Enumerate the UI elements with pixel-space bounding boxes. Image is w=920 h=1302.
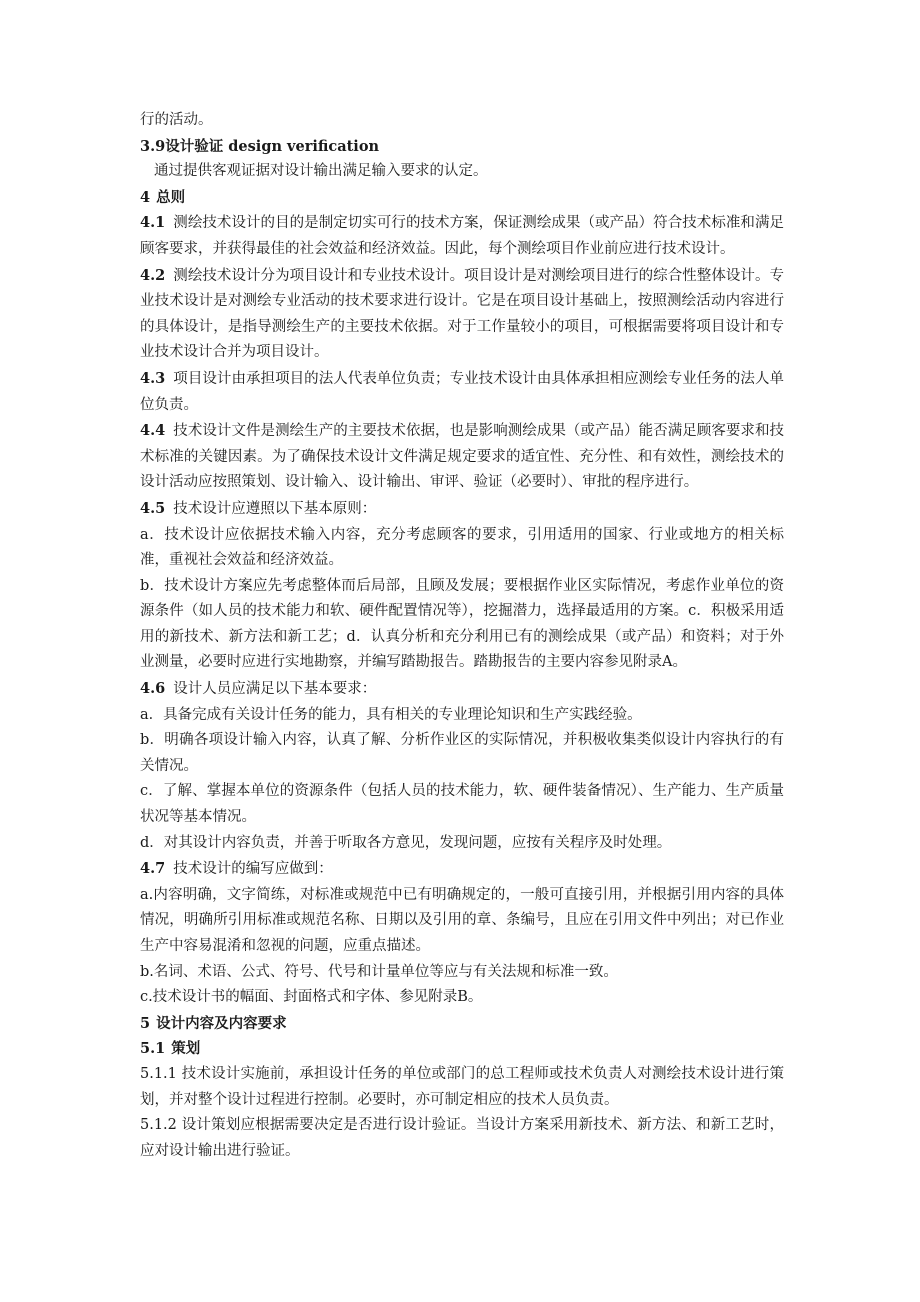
list-item: c.技术设计书的幅面、封面格式和字体、参见附录B。 (140, 989, 483, 1006)
document-page (140, 108, 784, 1164)
section-heading-5-1: 5.1 策划 (140, 1040, 201, 1058)
section-heading-4: 4 总则 (140, 188, 186, 206)
clause-4-5: 4.5 技术设计应遵照以下基本原则： (140, 499, 377, 517)
clause-4-1: 4.1 测绘技术设计的目的是制定切实可行的技术方案，保证测绘成果（或产品）符合技术标准和满足顾客要求，并获得最佳的社会效益和经济效益。因此，每个测绘项目作业前应进行技术设计。 (140, 214, 784, 257)
list-item: a．具备完成有关设计任务的能力，具有相关的专业理论知识和生产实践经验。 (140, 706, 642, 723)
clause-4-4: 4.4 技术设计文件是测绘生产的主要技术依据，也是影响测绘成果（或产品）能否满足顾客要求和技术标准的关键因素。为了确保技术设计文件满足规定要求的适宜性、充分性、和有效性，测绘技术的设计活动应按照策划、设计输入、设计输出、审评、验证（必要时）、审批的程序进行。 (140, 422, 784, 491)
section-heading-5: 5 设计内容及内容要求 (140, 1014, 287, 1032)
list-item: d．对其设计内容负责，并善于听取各方意见，发现问题，应按有关程序及时处理。 (140, 834, 672, 851)
list-item: b．技术设计方案应先考虑整体而后局部，且顾及发展；要根据作业区实际情况，考虑作业单位的资源条件（如人员的技术能力和软、硬件配置情况等），挖掘潜力，选择最适用的方案。c．积极采用适用的新技术、新方法和新工艺；d．认真分析和充分利用已有的测绘成果（或产品）和资料；对于外业测量，必要时应进行实地勘察，并编写踏勘报告。踏勘报告的主要内容参见附录A。 (140, 577, 784, 671)
list-item: b.名词、术语、公式、符号、代号和计量单位等应与有关法规和标准一致。 (140, 963, 618, 980)
section-heading-3-9: 3.9设计验证 design verification (140, 137, 380, 155)
clause-5-1-2: 5.1.2 设计策划应根据需要决定是否进行设计验证。当设计方案采用新技术、新方法、和新工艺时，应对设计输出进行验证。 (140, 1117, 784, 1159)
paragraph: 行的活动。 (140, 112, 213, 128)
clause-4-6: 4.6 设计人员应满足以下基本要求： (140, 680, 377, 698)
list-item: a.内容明确，文字简练，对标准或规范中已有明确规定的，一般可直接引用，并根据引用内容的具体情况，明确所引用标准或规范名称、日期以及引用的章、条编号，且应在引用文件中列出；对已作业生产中容易混淆和忽视的问题，应重点描述。 (140, 886, 784, 954)
paragraph: 通过提供客观证据对设计输出满足输入要求的认定。 (154, 163, 488, 180)
clause-4-7: 4.7 技术设计的编写应做到： (140, 860, 333, 878)
clause-4-2: 4.2 测绘技术设计分为项目设计和专业技术设计。项目设计是对测绘项目进行的综合性整体设计。专业技术设计是对测绘专业活动的技术要求进行设计。它是在项目设计基础上，按照测绘活动内容进行的具体设计，是指导测绘生产的主要技术依据。对于工作量较小的项目，可根据需要将项目设计和专业技术设计合并为项目设计。 (140, 266, 784, 361)
list-item: b．明确各项设计输入内容，认真了解、分析作业区的实际情况，并积极收集类似设计内容执行的有关情况。 (140, 732, 784, 774)
clause-5-1-1: 5.1.1 技术设计实施前，承担设计任务的单位或部门的总工程师或技术负责人对测绘技术设计进行策划，并对整个设计过程进行控制。必要时，亦可制定相应的技术人员负责。 (140, 1065, 784, 1108)
list-item: c．了解、掌握本单位的资源条件（包括人员的技术能力，软、硬件装备情况）、生产能力、生产质量状况等基本情况。 (140, 783, 784, 826)
list-item: a．技术设计应依据技术输入内容，充分考虑顾客的要求，引用适用的国家、行业或地方的相关标准，重视社会效益和经济效益。 (140, 526, 784, 569)
clause-4-3: 4.3 项目设计由承担项目的法人代表单位负责；专业技术设计由具体承担相应测绘专业任务的法人单位负责。 (140, 369, 784, 413)
